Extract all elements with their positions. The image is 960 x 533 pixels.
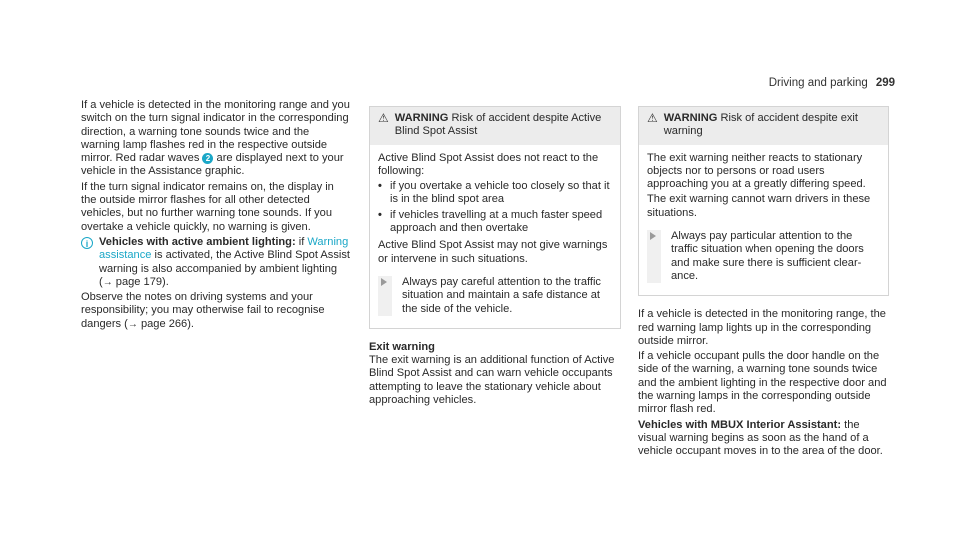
column-3 xyxy=(638,106,889,461)
exit-warning-heading: Exit warning xyxy=(369,340,435,353)
warning-bullets xyxy=(378,180,612,235)
action-arrow-icon xyxy=(650,232,656,240)
warning-assistance-link[interactable]: Warning assistance xyxy=(99,235,349,262)
exit-warning-text: The exit warning is an additional function of Active Blind Spot Assist and can warn vehicle occupants attempting to leave the stationary vehicle about approaching vehicles. xyxy=(369,354,615,407)
paragraph-mbux: Vehicles with MBUX Interior Assistant: the visual warning begins as soon as the hand of a vehicle occupant moves in to the area of the door. xyxy=(638,418,883,458)
info-bold-label: Vehicles with active ambient lighting: xyxy=(99,235,296,248)
page-number: 299 xyxy=(875,77,895,89)
paragraph-radar: If a vehicle is detected in the monitoring range and you switch on the turn signal indicator in the corresponding direction, a warning tone sounds twice and the warning lamp flashes red in the respective outside mirror. Red radar waves 2 are displayed next to your vehicle in the Assistance graphic. xyxy=(81,99,350,178)
page-ref-arrow-icon: → xyxy=(102,276,113,288)
paragraph-observe: Observe the notes on driving systems and your responsibility; you may otherwise fail to recognise dangers (→ page 266). xyxy=(81,291,325,330)
warning-header: ⚠ WARNING Risk of accident despite exit warning xyxy=(639,107,888,145)
page-header xyxy=(769,77,895,89)
column-2 xyxy=(369,106,621,409)
list-item: • if vehicles travelling at a much faster speed approach and then overtake xyxy=(378,208,603,235)
warning-triangle-icon: ⚠ xyxy=(647,111,658,125)
warning-triangle-icon: ⚠ xyxy=(378,111,389,125)
action-step: Always pay careful attention to the traffic situation and maintain a safe distance at the side of the vehicle. xyxy=(378,276,612,316)
warning-box-exit xyxy=(638,106,889,296)
warning-body: Active Blind Spot Assist does not react to the following: • if you overtake a vehicle too closely so that it is in the blind spot area • if vehicles travelling at a much faster speed approach and then overtake Active Blind Spot Assist may not give warnings or intervene in such situations. Always pay careful attention to the traffic situation and maintain a safe distance at the side of the vehicle. xyxy=(370,145,620,328)
action-arrow-icon xyxy=(381,278,387,286)
list-item: • if you overtake a vehicle too closely so that it is in the blind spot area xyxy=(378,180,610,206)
paragraph-detected: If a vehicle is detected in the monitoring range, the red warning lamp lights up in the corresponding outside mirror. xyxy=(638,308,886,347)
info-note: i Vehicles with active ambient lighting: if Warning assistance is activated, the Active Blind Spot Assist warning is also accompanied by ambient lighting (→ page 179). xyxy=(81,236,351,289)
warning-header: ⚠ WARNING Risk of accident despite Active Blind Spot Assist xyxy=(370,107,620,145)
page-ref-266[interactable]: page 266). xyxy=(137,317,195,330)
info-icon: i xyxy=(81,237,93,249)
warning-box-blind-spot xyxy=(369,106,621,329)
paragraph-turn-signal: If the turn signal indicator remains on, the display in the outside mirror flashes for all other detected vehicles, but no further warning tone sounds. If you overtake a vehicle quickly, no warning is given. xyxy=(81,180,334,233)
column-1 xyxy=(81,99,351,333)
section-title: Driving and parking xyxy=(768,77,868,89)
page-ref-arrow-icon: → xyxy=(127,318,138,330)
paragraph-door-handle: If a vehicle occupant pulls the door handle on the side of the warning, a warning tone sounds twice and the ambient lighting in the respective door and the warning lamps in the corresponding outside mirror flash red. xyxy=(638,350,887,416)
warning-body: The exit warning neither reacts to stationary objects nor to persons or road users approaching you at a greatly differing speed. The exit warning cannot warn drivers in these situations. Always pay particular attention to the traffic situation when opening the doors and make sure there is sufficient clearance. xyxy=(639,145,888,296)
callout-badge: 2 xyxy=(202,153,213,164)
action-step: Always pay particular attention to the traffic situation when opening the doors and make sure there is sufficient clearance. xyxy=(647,230,880,283)
page-ref-179[interactable]: page 179). xyxy=(112,275,169,288)
